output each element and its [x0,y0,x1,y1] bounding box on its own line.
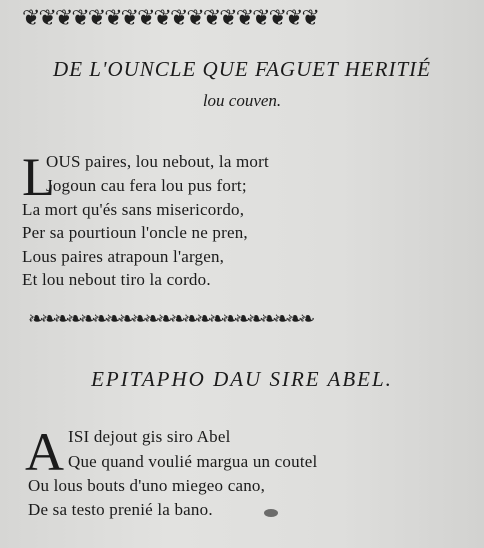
vine-border-icon: ❧ [221,308,235,330]
poem2-line-1: ISI dejout gis siro Abel [68,427,231,446]
poem1-line-5: Lous paires atrapoun l'argen, [22,247,225,266]
floral-border-icon: ❦ [71,6,88,30]
poem2-line-3: Ou lous bouts d'uno miegeo cano, [28,476,266,495]
poem2-line-4: De sa testo prenié la bano. [28,500,213,519]
vine-border-icon: ❧ [105,308,119,330]
floral-border-icon: ❦ [301,6,318,30]
vine-border-icon: ❧ [170,308,184,330]
poem2-title: EPITAPHO DAU SIRE ABEL. [91,367,393,391]
poem1-line-2: Jogoun cau fera lou pus fort; [46,176,247,195]
poem1-line-4: Per sa pourtioun l'oncle ne pren, [22,223,248,242]
floral-border-icon: ❦ [120,6,138,30]
floral-border-icon: ❦ [235,6,253,30]
vine-border-icon: ❧ [247,308,261,330]
vine-border-icon: ❧ [195,308,209,330]
floral-border-icon: ❦ [268,6,285,30]
poem1-drop-cap: L [22,147,55,207]
vine-border-icon: ❧ [234,308,248,330]
top-floral-border [22,6,447,30]
vine-border-icon: ❧ [118,308,132,330]
ink-smudge [264,509,278,517]
middle-vine-border [28,308,448,332]
poem2-line-2: Que quand voulié margua un coutel [68,452,318,471]
vine-border-icon: ❧ [131,308,145,330]
floral-border-icon: ❦ [54,6,72,30]
vine-border-icon: ❧ [286,308,300,330]
floral-border-icon: ❦ [38,6,55,30]
vine-border-icon: ❧ [53,308,67,330]
floral-border-icon: ❦ [169,6,187,30]
vine-border-icon: ❧ [157,308,171,330]
vine-border-icon: ❧ [273,308,287,330]
vine-border-icon: ❧ [79,308,93,330]
floral-border-icon: ❦ [22,6,39,30]
floral-border-icon: ❦ [137,6,154,30]
floral-border-icon: ❦ [87,6,105,30]
poem1-line-1: OUS paires, lou nebout, la mort [46,152,269,171]
vine-border-icon: ❧ [260,308,274,330]
vine-border-icon: ❧ [208,308,222,330]
floral-border-icon: ❦ [285,6,302,30]
floral-border-icon: ❦ [219,6,236,30]
floral-border-icon: ❦ [202,6,220,30]
poem1-title: DE L'OUNCLE QUE FAGUET HERITIÉ [53,57,431,81]
vine-border-icon: ❧ [183,308,196,330]
floral-border-icon: ❦ [153,6,170,30]
vine-border-icon: ❧ [28,308,41,330]
floral-border-icon: ❦ [252,6,269,30]
floral-border-icon: ❦ [104,6,121,30]
vine-border-icon: ❧ [144,308,158,330]
vine-border-icon: ❧ [66,308,80,330]
floral-border-icon: ❦ [186,6,203,30]
poem1-subtitle: lou couven. [202,91,282,110]
vine-border-icon: ❧ [92,308,106,330]
poem1-line-3: La mort qu'és sans misericordo, [22,200,245,219]
vine-border-icon: ❧ [299,308,313,330]
poem2-drop-cap: A [25,422,64,482]
vine-border-icon: ❧ [40,308,54,330]
poem1-line-6: Et lou nebout tiro la cordo. [22,270,211,289]
